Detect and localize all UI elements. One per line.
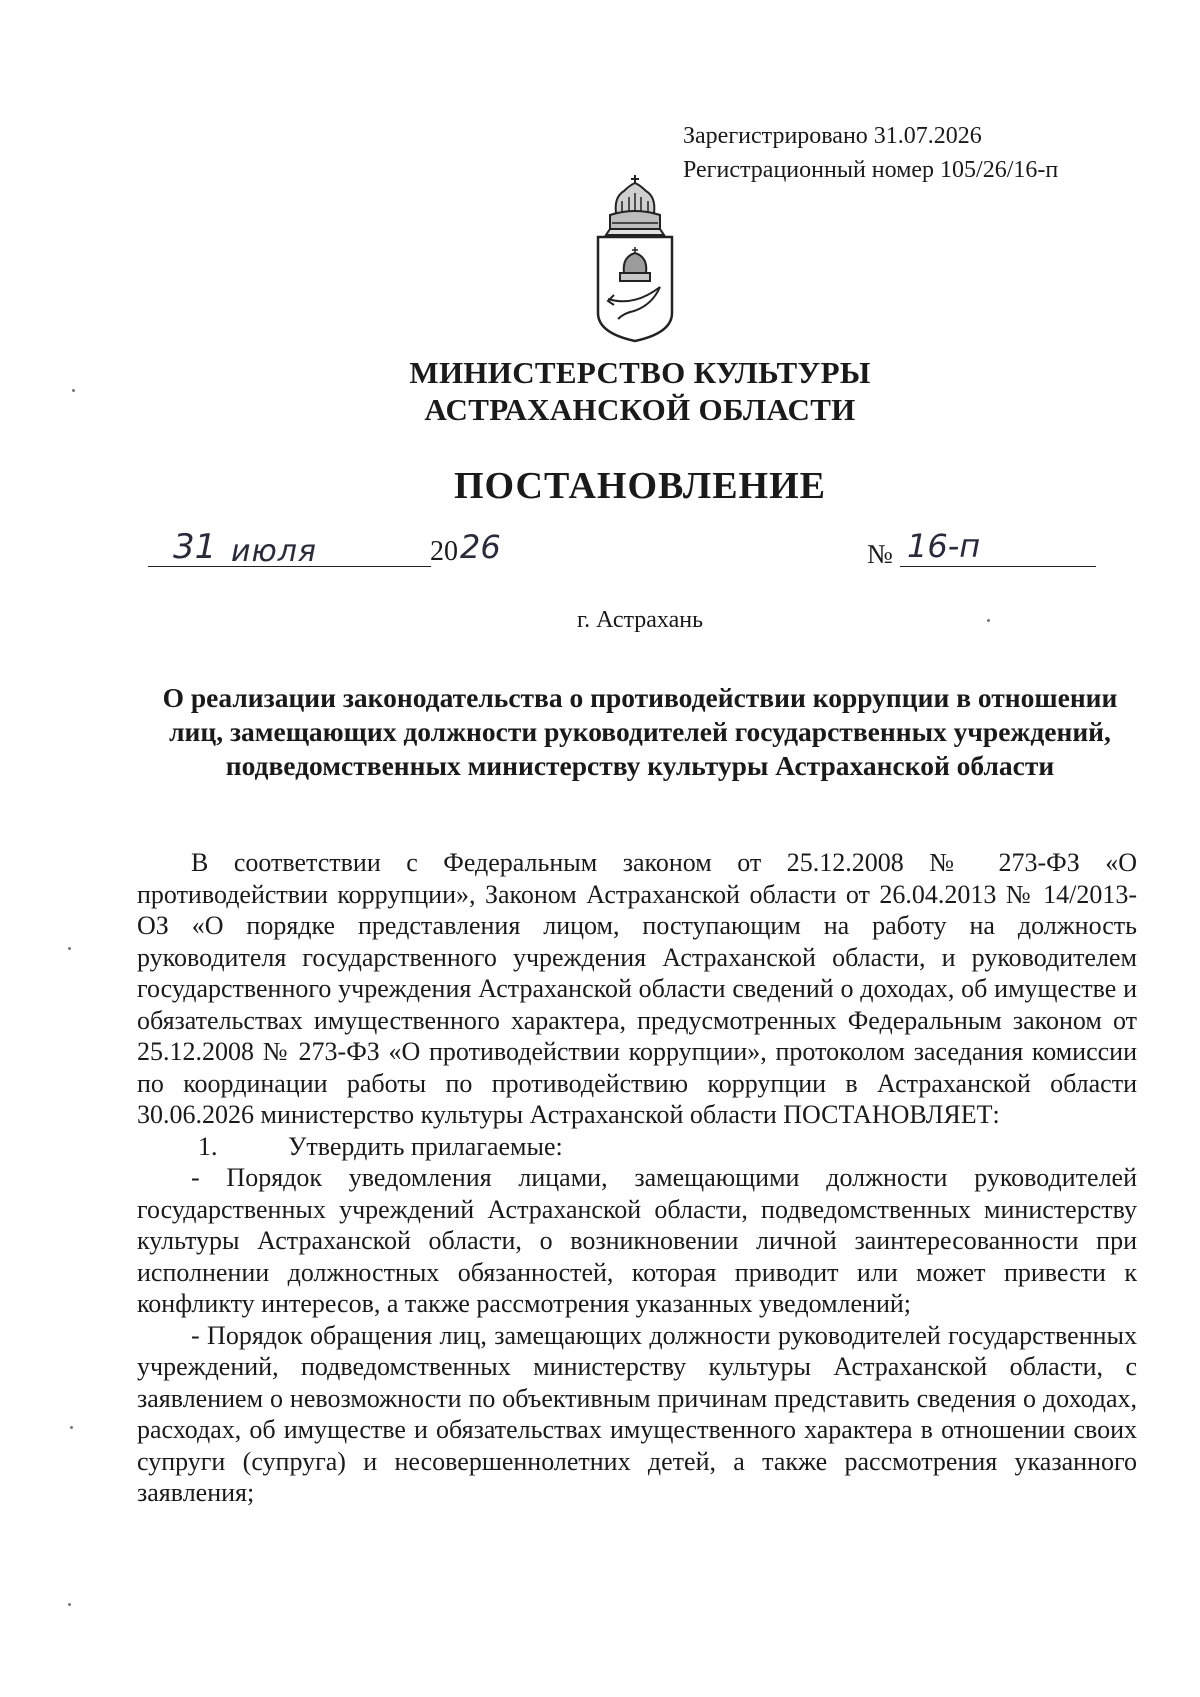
subject-line-2: лиц, замещающих должности руководителей государственных учреждений, [169, 716, 1111, 747]
document-body [137, 847, 1137, 1509]
document-number: 16-п [907, 527, 981, 565]
number-sign: № [867, 539, 893, 569]
preamble-paragraph: В соответствии с Федеральным законом от 25.12.2008 № 273-ФЗ «О противодействии коррупции», Законом Астраханской области от 26.04.2013 № 14/2013-ОЗ «О порядке представления лицом, поступающим на работу на должность руководителя государственного учреждения Астраханской области, и руководителем государственного учреждения Астраханской области сведений о доходах, об имуществе и обязательствах имущественного характера, предусмотренных Федеральным законом от 25.12.2008 № 273-ФЗ «О противодействии коррупции», протоколом заседания комиссии по координации работы по противодействию коррупции в Астраханской области 30.06.2026 министерство культуры Астраханской области ПОСТАНОВЛЯЕТ: [137, 848, 1137, 1129]
registration-date: Зарегистрировано 31.07.2026 [683, 123, 982, 149]
scan-speck [72, 389, 75, 392]
date-year-prefix: 20 [430, 536, 458, 567]
item-1 [137, 1131, 1137, 1163]
ministry-name-line-2: АСТРАХАНСКОЙ ОБЛАСТИ [424, 392, 856, 427]
registration-stamp [683, 119, 1058, 187]
astrakhan-coat-of-arms-icon [594, 173, 676, 343]
item-1-text: Утвердить прилагаемые: [288, 1131, 563, 1161]
date-day: 31 [173, 527, 217, 567]
document-subject [120, 681, 1160, 783]
scan-speck [70, 1426, 73, 1429]
date-year-suffix: 26 [460, 528, 501, 566]
ministry-name [0, 354, 1200, 428]
subitem-2: - Порядок обращения лиц, замещающих должности руководителей государственных учреждений, подведомственных министерству культуры Астраханской области, с заявлением о невозможности по объективным причинам представить сведения о доходах, расходах, об имуществе и обязательствах имущественного характера в отношении своих супруги (супруга) и несовершеннолетних детей, а также рассмотрения указанного заявления; [137, 1320, 1137, 1507]
scan-speck [987, 619, 990, 622]
scan-speck [68, 1603, 71, 1606]
number-underline [900, 566, 1096, 567]
date-underline [148, 566, 431, 567]
registration-number: Регистрационный номер 105/26/16-п [683, 157, 1059, 183]
subitem-1: - Порядок уведомления лицами, замещающими должности руководителей государственных учреждений Астраханской области, подведомственных министерству культуры Астраханской области, о возникновении личной заинтересованности при исполнении должностных обязанностей, которая приводит или может привести к конфликту интересов, а также рассмотрения указанных уведомлений; [137, 1163, 1137, 1318]
document-type-title: ПОСТАНОВЛЕНИЕ [453, 465, 827, 507]
ministry-name-line-1: МИНИСТЕРСТВО КУЛЬТУРЫ [409, 355, 871, 390]
subject-line-3: подведомственных министерству культуры Астраханской области [225, 750, 1055, 781]
scan-speck [68, 947, 71, 950]
date-month: июля [231, 534, 317, 569]
city-name: г. Астрахань [576, 607, 704, 633]
subject-line-1: О реализации законодательства о противодействии коррупции в отношении [162, 682, 1118, 713]
item-1-number: 1. [198, 1131, 218, 1161]
